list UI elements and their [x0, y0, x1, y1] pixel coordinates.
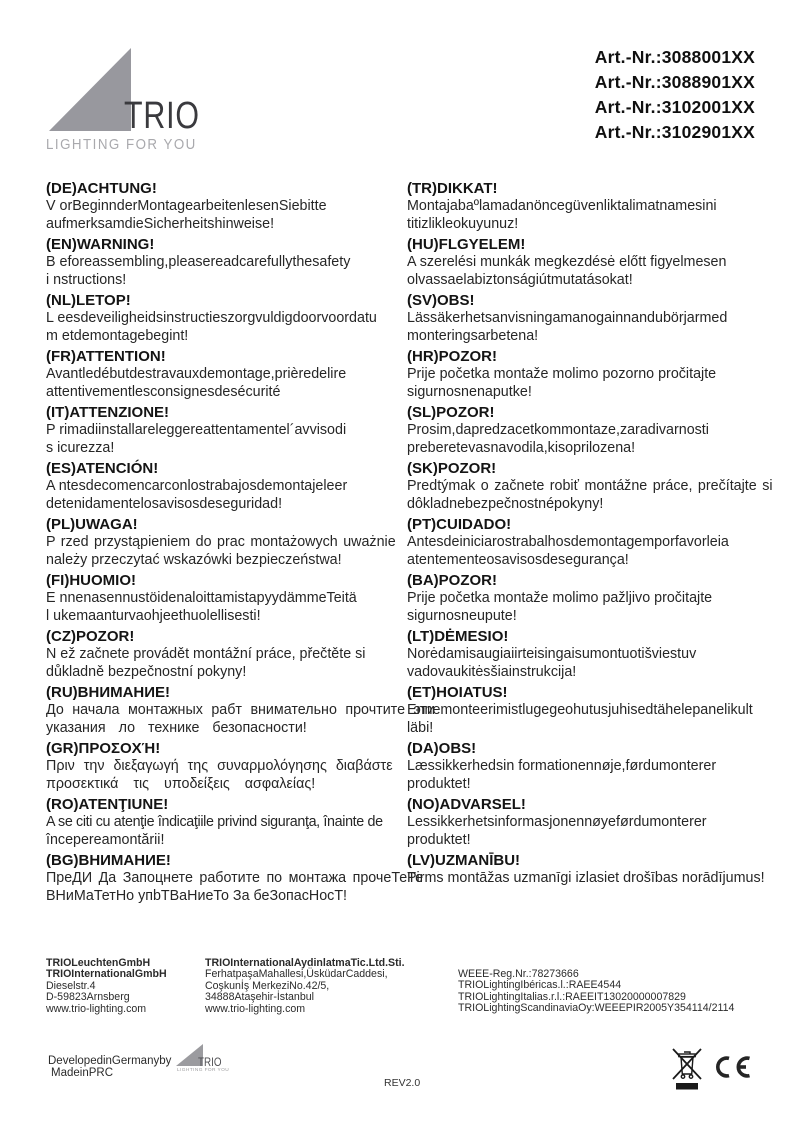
section-line: monteringsarbetena!: [407, 327, 539, 344]
section-bg: [46, 852, 424, 908]
section-da: [407, 740, 771, 796]
section-es: [46, 460, 410, 516]
section-hr: [407, 348, 771, 404]
revision-label: REV2.0: [384, 1077, 421, 1089]
section-line: i nstructions!: [46, 271, 127, 288]
section-gr: [46, 740, 410, 796]
section-line: До начала монтажных рабт внимательно прочтите эти: [46, 702, 436, 718]
section-line: należy przeczytać wskazówki bezpieczeństwa!: [46, 551, 342, 568]
trio-logo-small-wordmark: TRIO: [198, 1055, 222, 1069]
section-title: (BG)ВНИМАНИЕ!: [46, 852, 171, 869]
section-line: προσεκτικά τις υποδείξεις ασφαλείας!: [46, 775, 316, 792]
address-line: Coşkunİş MerkeziNo.42/5,: [205, 979, 330, 992]
section-line: sigurnosneupute!: [407, 607, 517, 624]
section-line: Πριν την διεξαγωγή της συναρμολόγησης διαβάστε: [46, 758, 393, 774]
section-title: (SK)POZOR!: [407, 460, 497, 477]
section-title: (HU)FLGYELEM!: [407, 236, 526, 253]
section-title: (ES)ATENCIÓN!: [46, 460, 159, 477]
address-turkey: [205, 958, 405, 1015]
section-lt: [407, 628, 771, 684]
section-line: atentementeosavisosdesegurança!: [407, 551, 629, 568]
section-title: (FR)ATTENTION!: [46, 348, 166, 365]
section-pl: [46, 516, 410, 572]
section-line: ВНиМаТетНо упbТВаНиеТо За беЗопасНосТ!: [46, 887, 348, 904]
section-title: (GR)ΠΡΟΣΟΧΉ!: [46, 740, 161, 757]
origin-line: MadeinPRC: [51, 1066, 113, 1079]
section-title: (NO)ADVARSEL!: [407, 796, 526, 813]
section-cz: [46, 628, 410, 684]
section-title: (DE)ACHTUNG!: [46, 180, 157, 197]
section-title: (TR)DIKKAT!: [407, 180, 498, 197]
section-no: [407, 796, 771, 852]
section-line: preberetevasnavodila,kisoprilozena!: [407, 439, 636, 456]
article-numbers: [595, 45, 755, 145]
section-title: (HR)POZOR!: [407, 348, 497, 365]
section-line: aufmerksamdieSicherheitshinweise!: [46, 215, 275, 232]
section-title: (CZ)POZOR!: [46, 628, 135, 645]
website-url: www.trio-lighting.com: [205, 1002, 306, 1015]
section-line: produktet!: [407, 775, 471, 792]
section-line: Pirms montāžas uzmanīgi izlasiet drošības norādījumus!: [407, 870, 765, 886]
section-title: (LT)DĖMESIO!: [407, 628, 509, 645]
section-ba: [407, 572, 771, 628]
section-title: (PT)CUIDADO!: [407, 516, 512, 533]
weee-reg-line: TRIOLightingScandinaviaOy:WEEEPIR2005Y354114/2114: [458, 1001, 735, 1014]
section-en: [46, 236, 410, 292]
section-title: (RO)ATENŢIUNE!: [46, 796, 169, 813]
weee-crossed-bin-icon: [669, 1044, 705, 1095]
section-title: (BA)POZOR!: [407, 572, 497, 589]
section-line: ПреДИ Да Запоцнете работите по монтажа прочеТеТе: [46, 870, 424, 886]
section-line: Prosim,dapredzacetkommontaze,zaradivarnosti: [407, 422, 709, 438]
weee-reg-line: TRIOLightingIbéricas.l.:RAEE4544: [458, 979, 622, 992]
trio-logo-wordmark: TRIO: [124, 95, 200, 137]
address-line: D-59823Arnsberg: [46, 991, 130, 1004]
section-title: (RU)ВНИМАНИЕ!: [46, 684, 171, 701]
section-sk: [407, 460, 771, 516]
address-line: TRIOInternationalAydinlatmaTic.Ltd.Sti.: [205, 957, 405, 969]
section-line: Predtýmak o začnete robiť montážne práce, prečítajte si: [407, 478, 773, 494]
section-line: P rimadiinstallareleggereattentamentel´avvisodi: [46, 422, 347, 438]
trio-logo-tagline: LIGHTING FOR YOU: [46, 137, 197, 153]
article-number: Art.-Nr.:3088001XX: [594, 47, 755, 67]
section-title: (NL)LETOP!: [46, 292, 131, 309]
section-title: (SV)OBS!: [407, 292, 475, 309]
section-line: B eforeassembling,pleasereadcarefullythesafety: [46, 254, 351, 270]
section-line: sigurnosnenaputke!: [407, 383, 532, 400]
section-de: [46, 180, 410, 236]
section-line: důkladně bezpečnostní pokyny!: [46, 663, 247, 680]
origin-note: [48, 1056, 171, 1079]
address-line: 34888Ataşehir-İstanbul: [205, 991, 314, 1004]
section-line: detenidamentelosavisosdeseguridad!: [46, 495, 283, 512]
section-line: Norėdamisaugiaiirteisingaisumontuotišviestuv: [407, 646, 697, 662]
website-url: www.trio-lighting.com: [46, 1002, 147, 1015]
weee-reg-line: WEEE-Reg.Nr.:78273666: [458, 968, 579, 980]
section-line: Prije početka montaže molimo pozorno pročitajte: [407, 366, 717, 382]
section-title: (LV)UZMANĪBU!: [407, 852, 521, 869]
section-tr: [407, 180, 771, 236]
section-title: (ET)HOIATUS!: [407, 684, 508, 701]
section-title: (EN)WARNING!: [46, 236, 155, 253]
section-line: titizlikleokuyunuz!: [407, 215, 519, 232]
section-fr: [46, 348, 410, 404]
section-line: P rzed przystąpieniem do prac montażowych uważnie: [46, 534, 396, 550]
section-line: produktet!: [407, 831, 471, 848]
section-hu: [407, 236, 771, 292]
trio-logo-triangle-icon: [49, 48, 131, 131]
ce-mark: [712, 1055, 752, 1084]
trio-logo-small-tagline: LIGHTING FOR YOU: [177, 1068, 230, 1073]
section-line: E nnenasennustöidenaloittamistapyydämmeTeitä: [46, 590, 357, 606]
section-line: începereamontării!: [46, 831, 165, 848]
section-sl: [407, 404, 771, 460]
section-line: vadovaukitėsšiainstrukcija!: [407, 663, 577, 680]
origin-line: DevelopedinGermanyby: [48, 1055, 172, 1067]
right-language-column: [407, 180, 771, 908]
section-title: (IT)ATTENZIONE!: [46, 404, 170, 421]
section-title: (PL)UWAGA!: [46, 516, 138, 533]
section-line: Lässäkerhetsanvisningamanogainnandubörjarmed: [407, 310, 728, 326]
section-line: l ukemaanturvaohjeethuolellisesti!: [46, 607, 261, 624]
weee-registration-numbers: [458, 969, 734, 1014]
address-line: FerhatpaşaMahallesi,ÜsküdarCaddesi,: [205, 968, 388, 981]
section-line: Ennemonteerimistlugegeohutusjuhisedtähelepanelikult: [407, 702, 753, 718]
article-number: Art.-Nr.:3102901XX: [594, 122, 755, 142]
section-line: Læssikkerhedsin formationennøje,førdumonterer: [407, 758, 717, 774]
section-title: (SL)POZOR!: [407, 404, 495, 421]
section-sv: [407, 292, 771, 348]
section-line: указания ло технике безопасности!: [46, 719, 307, 736]
section-line: läbi!: [407, 719, 434, 736]
section-line: s icurezza!: [46, 439, 115, 456]
address-germany: [46, 958, 167, 1015]
section-line: m etdemontagebegint!: [46, 327, 189, 344]
section-et: [407, 684, 771, 740]
weee-reg-line: TRIOLightingItalias.r.l.:RAEEIT13020000007829: [458, 990, 686, 1003]
section-title: (DA)OBS!: [407, 740, 477, 757]
section-line: Montajabaºlamadanöncegüvenliktalimatnamesini: [407, 198, 717, 214]
section-line: Lessikkerhetsinformasjonennøyeførdumonterer: [407, 814, 707, 830]
section-pt: [407, 516, 771, 572]
section-line: Avantledébutdestravauxdemontage,prièredelire: [46, 366, 347, 382]
section-line: N ež začnete provádět montážní práce, přečtěte si: [46, 646, 366, 662]
section-line: A szerelési munkák megkezdésė előtt figyelmesen: [407, 254, 727, 270]
section-line: V orBeginnderMontagearbeitenlesenSiebitte: [46, 198, 327, 214]
section-nl: [46, 292, 410, 348]
section-line: dôkladnebezpečnostnépokyny!: [407, 495, 604, 512]
section-ro: [46, 796, 410, 852]
section-lv: [407, 852, 771, 908]
section-line: A se citi cu atenţie îndicaţiile privind siguranţa, înainte de: [46, 814, 383, 830]
article-number: Art.-Nr.:3088901XX: [594, 72, 755, 92]
section-line: olvassaelabiztonságiútmutatásokat!: [407, 271, 633, 288]
section-fi: [46, 572, 410, 628]
section-line: Prije početka montaže molimo pažljivo pročitajte: [407, 590, 713, 606]
section-line: attentivementlesconsignesdesécurité: [46, 383, 281, 400]
address-line: TRIOLeuchtenGmbH: [46, 957, 151, 969]
section-title: (FI)HUOMIO!: [46, 572, 136, 589]
section-it: [46, 404, 410, 460]
section-line: L eesdeveiligheidsinstructieszorgvuldigdoorvoordatu: [46, 310, 377, 326]
section-line: A ntesdecomencarconlostrabajosdemontajeleer: [46, 478, 348, 494]
article-number: Art.-Nr.:3102001XX: [594, 97, 755, 117]
section-line: Antesdeiniciarostrabalhosdemontagemporfavorleia: [407, 534, 729, 550]
address-line: Dieselstr.4: [46, 979, 96, 992]
address-line: TRIOInternationalGmbH: [46, 968, 167, 981]
